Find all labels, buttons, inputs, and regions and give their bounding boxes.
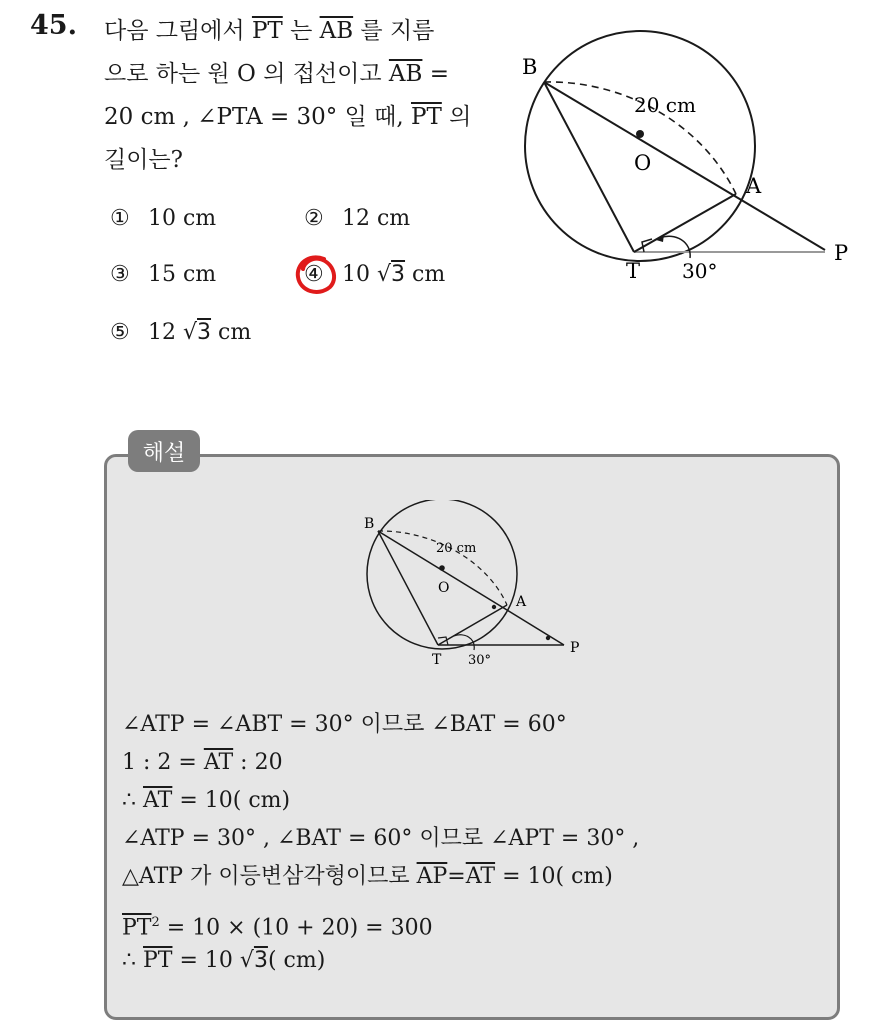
sol-label-angle: 30° bbox=[468, 653, 492, 668]
solution-line-6: $\overline{PT}^2 = 10 \times (10 + 20) = 300$ bbox=[122, 915, 433, 941]
choice-3[interactable]: ③ 15 cm bbox=[110, 262, 217, 287]
question-line-3: 20 cm , ∠PTA = 30° 일 때, $\overline{PT}$ 의 bbox=[104, 104, 472, 130]
choice-5[interactable]: ⑤ 12 √3 cm bbox=[110, 320, 252, 345]
solution-figure bbox=[352, 500, 592, 672]
label-O: O bbox=[634, 151, 652, 175]
solution-line-1: ∠ATP = ∠ABT = 30° 이므로 ∠BAT = 60° bbox=[122, 712, 567, 737]
choice-4[interactable]: ④ 10 √3 cm bbox=[304, 262, 446, 287]
solution-text bbox=[122, 706, 639, 980]
label-P: P bbox=[834, 241, 849, 265]
solution-line-2: 1 : $2 = \overline{AT}$ : 20 bbox=[122, 750, 283, 775]
label-B: B bbox=[522, 55, 538, 79]
question-line-1: 다음 그림에서 $\overline{PT}$ 는 $\overline{AB}$ 를 지름 bbox=[104, 18, 435, 44]
question-line-2: 으로 하는 원 O 의 접선이고 $\overline{AB}$ = bbox=[104, 61, 450, 87]
question-number: 45. bbox=[30, 10, 77, 41]
label-angle: 30° bbox=[682, 259, 718, 283]
solution-tag: 해설 bbox=[128, 430, 200, 472]
question-text bbox=[104, 10, 504, 182]
solution-line-5: △ATP 가 이등변삼각형이므로 $\overline{AP}=\overline{AT} = 10$( cm) bbox=[122, 864, 613, 889]
label-T: T bbox=[626, 259, 641, 283]
sol-label-A: A bbox=[516, 594, 527, 610]
solution-line-7: ∴ $\overline{PT} = 10$ √3( cm) bbox=[122, 948, 326, 973]
solution-line-4: ∠ATP = 30° , ∠BAT = 60° 이므로 ∠APT = 30° , bbox=[122, 826, 640, 851]
label-A: A bbox=[746, 174, 762, 198]
sol-label-B: B bbox=[364, 516, 375, 532]
question-line-4: 길이는? bbox=[104, 147, 183, 173]
sol-label-T: T bbox=[432, 652, 442, 668]
sol-label-P: P bbox=[570, 640, 580, 656]
solution-line-3: ∴ $\overline{AT} = 10$( cm) bbox=[122, 788, 291, 813]
choice-2[interactable]: ② 12 cm bbox=[304, 206, 411, 231]
sol-label-O: O bbox=[438, 580, 450, 596]
question-figure bbox=[500, 10, 860, 290]
choice-1[interactable]: ① 10 cm bbox=[110, 206, 217, 231]
sol-label-distance: 20 cm bbox=[436, 541, 477, 556]
label-distance: 20 cm bbox=[634, 93, 696, 117]
